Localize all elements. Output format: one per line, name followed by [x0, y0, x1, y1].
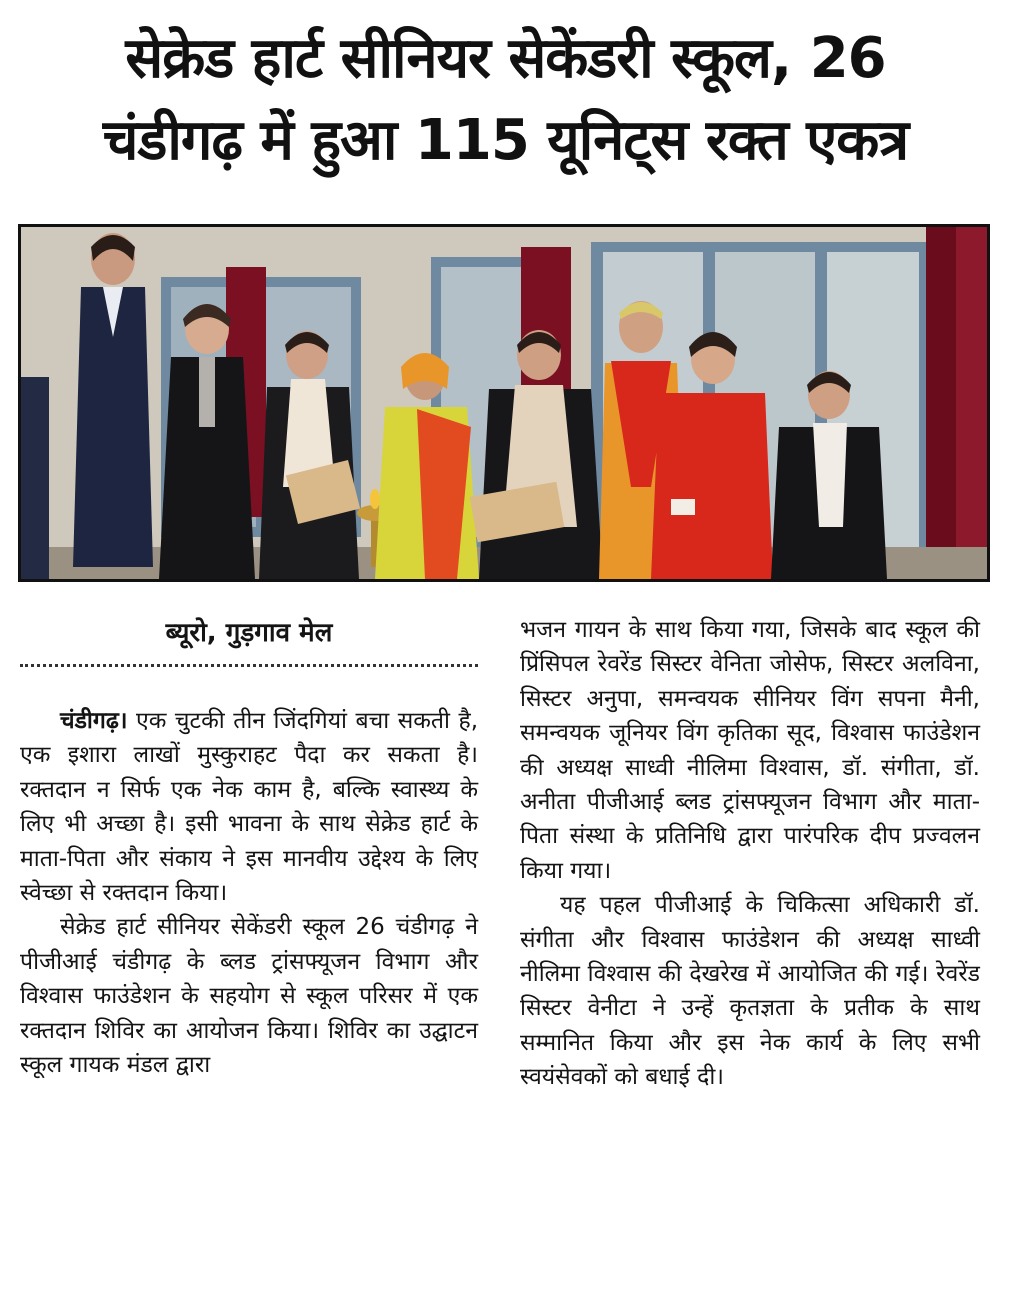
paragraph-1-text: एक चुटकी तीन जिंदगियां बचा सकती है, एक इशारा लाखों मुस्कुराहट पैदा कर सकता है। रक्तदान न सिर्फ एक नेक काम है, बल्कि स्वास्थ्य के लिए भी अच्छा है। इसी भावना के साथ सेक्रेड हार्ट के माता-पिता और संकाय ने इस मानवीय उद्देश्य के लिए स्वेच्छा से रक्तदान किया।	[20, 708, 479, 907]
article-column-right	[520, 613, 980, 1095]
headline	[0, 18, 1011, 182]
headline-line-1: सेक्रेड हार्ट सीनियर सेकेंडरी स्कूल, 26	[125, 26, 886, 91]
news-photo	[18, 224, 990, 582]
paragraph-3: भजन गायन के साथ किया गया, जिसके बाद स्कूल की प्रिंसिपल रेवरेंड सिस्टर वेनिता जोसेफ, सिस्टर अलविना, सिस्टर अनुपा, समन्वयक सीनियर विंग सपना मैनी, समन्वयक जूनियर विंग कृतिका सूद, विश्वास फाउंडेशन की अध्यक्ष साध्वी नीलिमा विश्वास, डॉ. संगीता, डॉ. अनीता पीजीआई ब्लड ट्रांसफ्यूजन विभाग और माता-पिता संस्था के प्रतिनिधि द्वारा पारंपरिक दीप प्रज्वलन किया गया।	[520, 617, 980, 884]
dateline: चंडीगढ़।	[60, 708, 128, 734]
headline-line-2: चंडीगढ़ में हुआ 115 यूनिट्स रक्त एकत्र	[102, 108, 909, 173]
byline-divider	[20, 664, 478, 667]
paragraph-1	[20, 704, 478, 910]
paragraph-4: यह पहल पीजीआई के चिकित्सा अधिकारी डॉ. संगीता और विश्वास फाउंडेशन की अध्यक्ष साध्वी नीलिमा विश्वास की देखरेख में आयोजित की गई। रेवरेंड सिस्टर वेनीटा ने उन्हें कृतज्ञता के प्रतीक के साथ सम्मानित किया और इस नेक कार्य के लिए सभी स्वयंसेवकों को बधाई दी।	[520, 892, 980, 1091]
person-partial-left	[21, 377, 49, 579]
paragraph-2: सेक्रेड हार्ट सीनियर सेकेंडरी स्कूल 26 चंडीगढ़ ने पीजीआई चंडीगढ़ के ब्लड ट्रांसफ्यूजन विभाग और विश्वास फाउंडेशन के सहयोग से स्कूल परिसर में एक रक्तदान शिविर का आयोजन किया। शिविर का उद्घाटन स्कूल गायक मंडल द्वारा	[20, 914, 478, 1079]
photo-illustration	[21, 227, 987, 579]
article-column-left	[20, 704, 478, 1082]
byline: ब्यूरो, गुड़गाव मेल	[165, 618, 333, 648]
